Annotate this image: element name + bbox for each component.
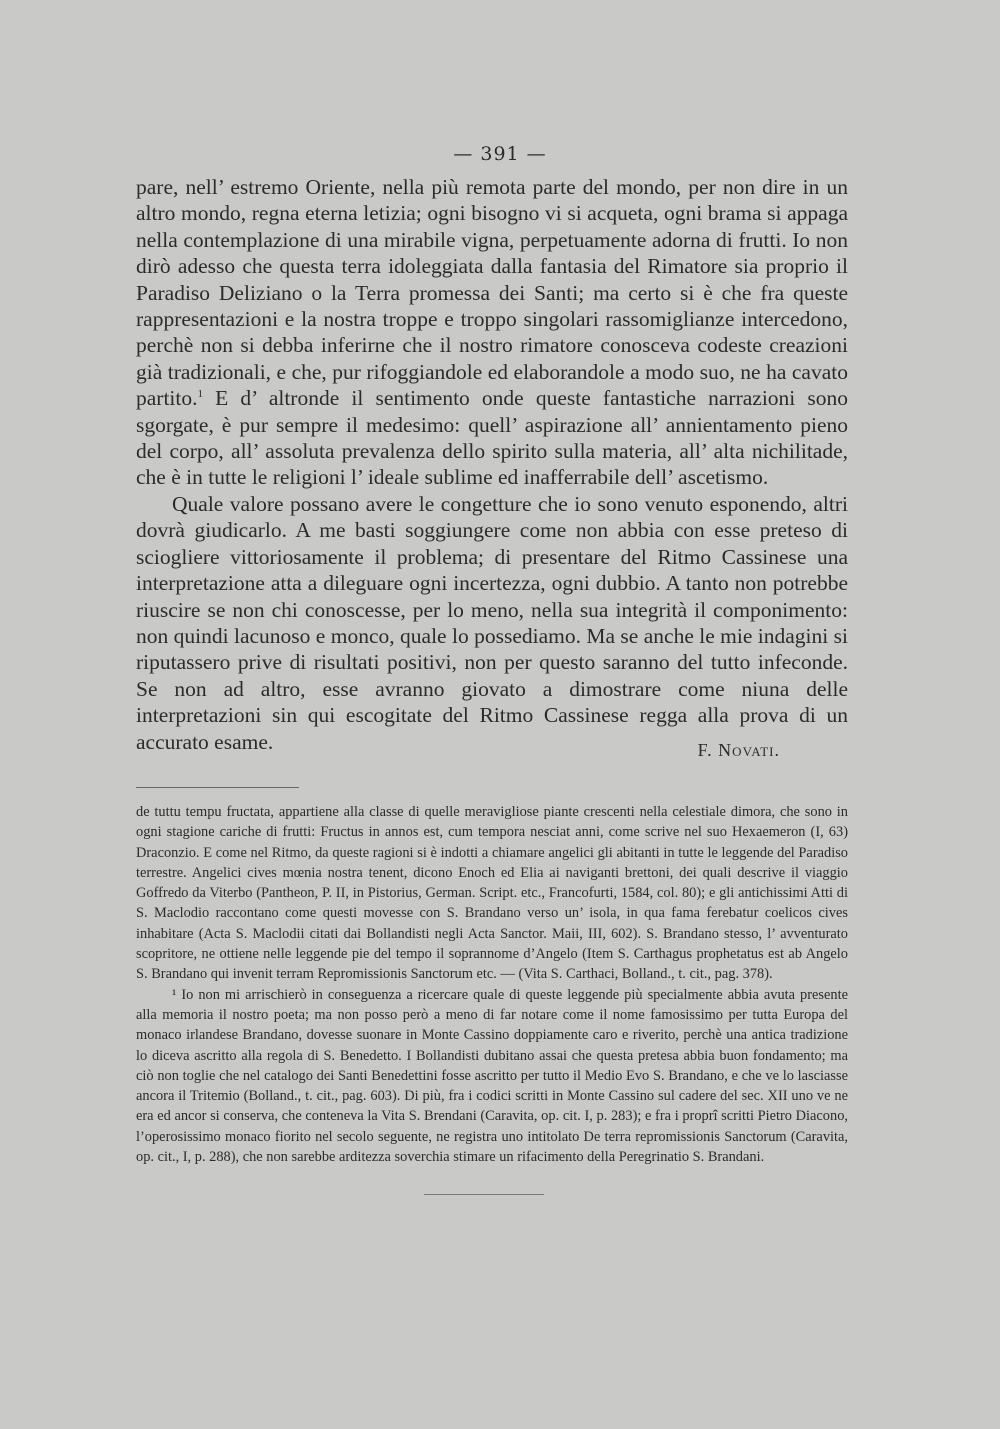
footnotes <box>136 802 848 1167</box>
paragraph-2: Quale valore possano avere le congetture che io sono venuto esponendo, altri dovrà giudicarlo. A me basti soggiungere come non abbia con esse preteso di sciogliere vittoriosamente il problema; di presentare del Ritmo Cassinese una interpretazione atta a dileguare ogni incertezza, ogni dubbio. A tanto non potrebbe riuscire se non chi conoscesse, per lo meno, nella sua integrità il componimento: non quindi lacunoso e monco, quale lo possediamo. Ma se anche le mie indagini si riputassero prive di risultati positivi, non per questo saranno del tutto infeconde. Se non ad altro, esse avranno giovato a dimostrare come niuna delle interpretazioni sin qui escogitate del Ritmo Cassinese regga alla prova di un accurato esame. <box>136 491 848 754</box>
main-text <box>136 174 848 755</box>
paragraph-1-text: pare, nell’ estremo Oriente, nella più remota parte del mondo, per non dire in un altro mondo, regna eterna letizia; ogni bisogno vi si acqueta, ogni brama si appaga nella contemplazione di una mirabile vigna, perpetuamente adorna di frutti. Io non dirò adesso che questa terra idoleggiata dalla fantasia del Rimatore sia proprio il Paradiso Deliziano o la Terra promessa dei Santi; ma certo si è che fra queste rappresentazioni e la nostra troppe e troppo singolari rassomiglianze intercedono, perchè non si debba inferirne che il nostro rimatore conosceva codeste creazioni già tradizionali, e che, pur rifoggiandole ed elaborandole a modo suo, ne ha cavato partito. <box>136 175 848 411</box>
end-rule <box>424 1194 544 1195</box>
paragraph-1-continuation: E d’ altronde il sentimento onde queste fantastiche narrazioni sono sgorgate, è pur sempre il medesimo: quell’ aspirazione all’ annientamento pieno del corpo, all’ assoluta prevalenza dello spirito sulla materia, all’ alta nichilitade, che è in tutte le religioni l’ ideale sublime ed inafferrabile dell’ ascetismo. <box>136 386 849 490</box>
footnote-continuation: de tuttu tempu fructata, appartiene alla classe di quelle meravigliose piante crescenti nella celestiale dimora, che sono in ogni stagione cariche di frutti: Fructus in annos est, cum tempora nesciat anni, come scrive nel suo Hexaemeron (I, 63) Draconzio. E come nel Ritmo, da queste ragioni si è indotti a chiamare angelici gli abitanti in tutte le leggende del Paradiso terrestre. Angelici cives mœnia nostra tenent, dicono Enoch ed Elia ai naviganti brettoni, dei quali descrive il viaggio Goffredo da Viterbo (Pantheon, P. II, in Pistorius, German. Script. etc., Francofurti, 1584, col. 80); e gli antichissimi Atti di S. Maclodio raccontano come questi movesse con S. Brandano verso un’ isola, in qua fama ferebatur coelicos cives inhabitare (Acta S. Maclodii citati dai Bollandisti negli Acta Sanctor. Maii, III, 602). S. Brandano stesso, l’ avventurato scopritore, ne ottiene nelle leggende pie del tempo il soprannome d’Angelo (Item S. Carthagus prophetatus est ab Angelo S. Brandano qui invenit terram Repromissionis Sanctorum etc. — (Vita S. Carthaci, Bolland., t. cit., pag. 378). <box>136 804 848 983</box>
paragraph-1 <box>136 174 848 491</box>
page-number: — 391 — <box>453 143 547 165</box>
author-signature: F. Novati. <box>697 740 780 760</box>
footnote-separator <box>136 787 299 788</box>
footnote-1: ¹ Io non mi arrischierò in conseguenza a ricercare quale di queste leggende più specialmente abbia avuta presente alla memoria il nostro poeta; ma non posso però a meno di far notare come il nome famosissimo per tutta Europa del monaco irlandese Brandano, dovesse suonare in Monte Cassino doppiamente caro e riverito, perchè una antica tradizione lo diceva ascritto alla regola di S. Benedetto. I Bollandisti dubitano assai che questa pretesa abbia buon fondamento; ma ciò non toglie che nel catalogo dei Santi Benedettini fosse ascritto per tutto il Medio Evo S. Brandano, e che ve lo lasciasse ancora il Tritemio (Bolland., t. cit., pag. 603). Di più, fra i codici scritti in Monte Cassino sul cadere del sec. XII uno ve ne era ed ancor si conserva, che conteneva la Vita S. Brendani (Caravita, op. cit. I, p. 283); e fra i proprî scritti Pietro Diacono, l’operosissimo monaco fiorito nel secolo seguente, ne registra uno intitolato De terra repromissionis Sanctorum (Caravita, op. cit., I, p. 288), che non sarebbe arditezza soverchia stimare un rifacimento della Peregrinatio S. Brandani. <box>136 986 848 1166</box>
footnote-marker: 1 <box>197 388 203 401</box>
